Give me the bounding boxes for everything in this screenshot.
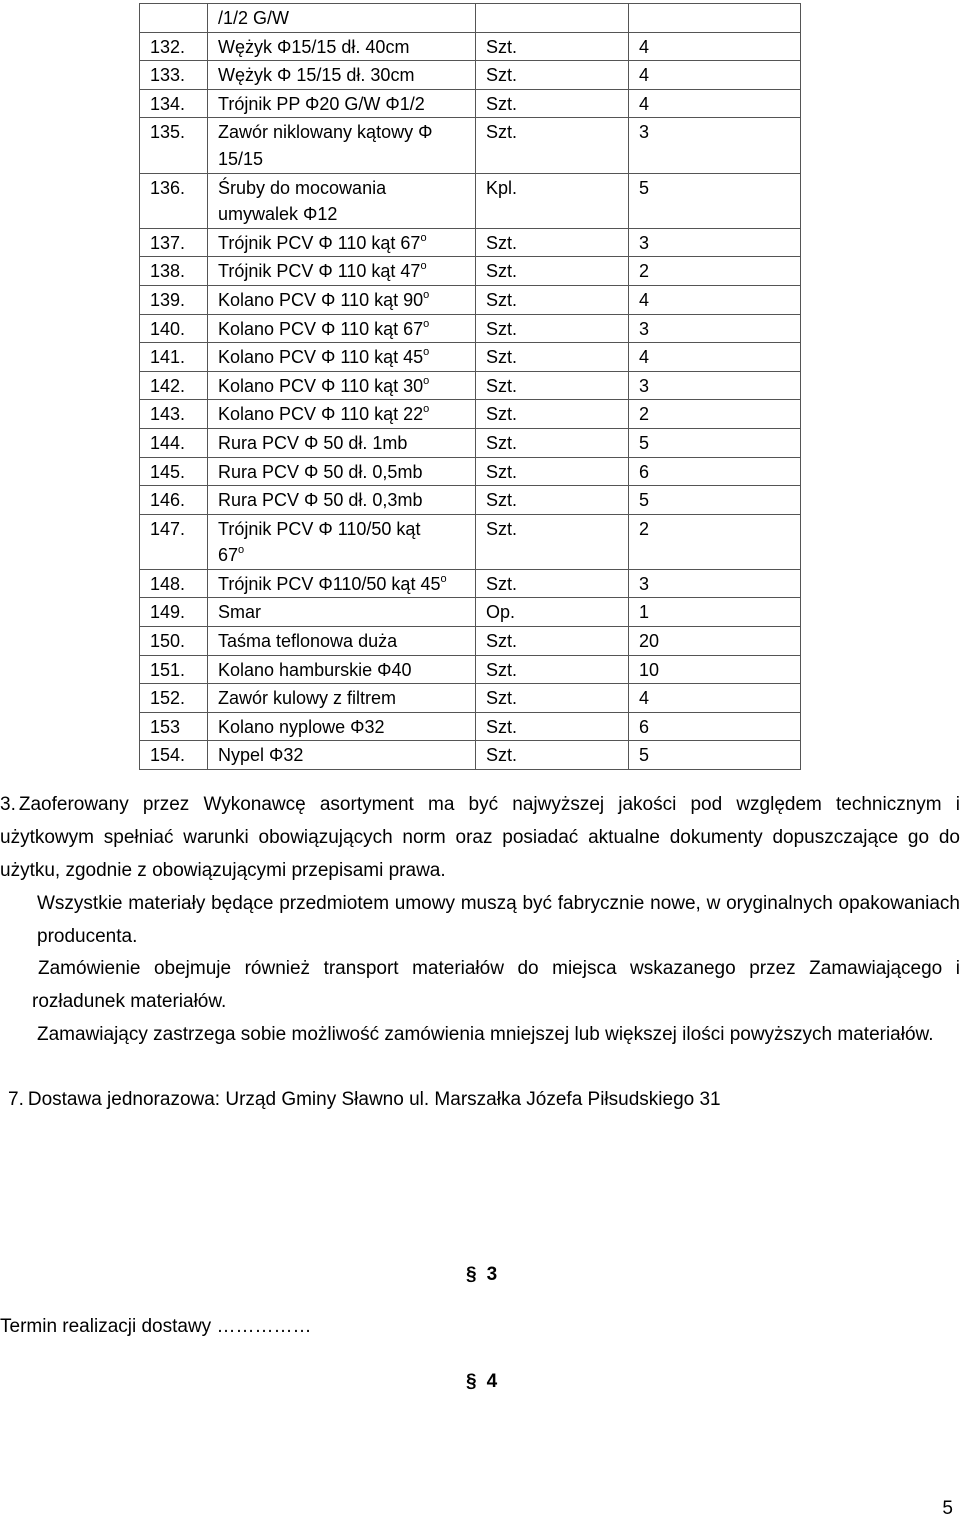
item-unit	[476, 400, 629, 429]
item-quantity	[629, 173, 801, 228]
materials-table	[139, 3, 801, 770]
paragraph-number	[8, 887, 31, 920]
degree-superscript: o	[420, 231, 427, 244]
item-quantity-text: 3	[639, 573, 650, 594]
item-quantity	[629, 89, 801, 118]
option-value: 4	[486, 1371, 498, 1392]
row-number-text: 152.	[150, 688, 186, 709]
item-name	[208, 457, 476, 486]
item-quantity-text: 3	[639, 375, 650, 396]
row-number-text: 143.	[150, 404, 186, 425]
paragraph-number: 3.	[0, 794, 16, 815]
item-unit-text: Szt.	[486, 232, 518, 253]
table-row	[140, 457, 801, 486]
table-row	[140, 486, 801, 515]
item-name-continuation: umywalek Φ12	[218, 204, 338, 225]
item-unit-text: Szt.	[486, 122, 518, 143]
item-unit	[476, 32, 629, 61]
delivery-term-label: Termin realizacji dostawy ……………	[0, 1316, 312, 1337]
item-unit-text: Szt.	[486, 289, 518, 310]
row-number	[140, 486, 208, 515]
paragraph-text: Zamawiający zastrzega sobie możliwość zamówienia mniejszej lub większej ilości powyższych materiałów.	[37, 1024, 934, 1045]
item-name-text: Trójnik PCV Φ 110 kąt 67	[218, 232, 421, 253]
item-unit	[476, 343, 629, 372]
degree-superscript: o	[423, 317, 430, 330]
row-number-text: 148.	[150, 573, 186, 594]
row-number-text: 149.	[150, 602, 186, 623]
item-name-text: Rura PCV Φ 50 dł. 1mb	[218, 432, 408, 453]
item-unit	[476, 173, 629, 228]
paragraph-text: Wszystkie materiały będące przedmiotem umowy muszą być fabrycznie nowe, w oryginalnych opakowaniach producenta.	[37, 893, 960, 947]
paragraph-3	[0, 788, 960, 887]
table-row	[140, 741, 801, 770]
page-number: 5	[942, 1498, 953, 1519]
item-quantity-text: 3	[639, 122, 650, 143]
paragraph-number	[8, 952, 32, 985]
item-name-text: Nypel Φ32	[218, 745, 304, 766]
table-row	[140, 285, 801, 314]
item-unit-text: Kpl.	[486, 177, 518, 198]
item-quantity	[629, 285, 801, 314]
paragraph-text: Zaoferowany przez Wykonawcę asortyment ma być najwyższej jakości pod względem technicznym i użytkowym spełniać warunki obowiązujących norm oraz posiadać aktualne dokumenty dopuszczające go do użytku, zgodnie z obowiązującymi przepisami prawa.	[0, 794, 960, 881]
item-quantity	[629, 61, 801, 90]
item-unit-text: Szt.	[486, 318, 518, 339]
paragraph-4	[8, 887, 960, 953]
item-quantity	[629, 400, 801, 429]
item-name	[208, 514, 476, 569]
item-name-text: Rura PCV Φ 50 dł. 0,3mb	[218, 490, 423, 511]
item-name	[208, 569, 476, 598]
row-number	[140, 627, 208, 656]
degree-superscript: o	[423, 403, 430, 416]
item-unit	[476, 486, 629, 515]
item-unit	[476, 371, 629, 400]
row-number	[140, 32, 208, 61]
paragraph-5	[8, 952, 960, 1018]
row-number-text: 150.	[150, 631, 186, 652]
item-unit	[476, 428, 629, 457]
item-unit-text: Szt.	[486, 261, 518, 282]
item-quantity	[629, 741, 801, 770]
table-row	[140, 118, 801, 173]
item-name-text: Kolano PCV Φ 110 kąt 45	[218, 347, 424, 368]
item-unit	[476, 712, 629, 741]
item-unit	[476, 514, 629, 569]
row-number	[140, 118, 208, 173]
item-name-text: Śruby do mocowania	[218, 177, 387, 198]
item-quantity-text: 6	[639, 461, 650, 482]
item-name-text: Wężyk Φ 15/15 dł. 30cm	[218, 65, 415, 86]
item-quantity-text: 5	[639, 745, 650, 766]
item-quantity-text: 2	[639, 404, 650, 425]
item-quantity	[629, 257, 801, 286]
item-name	[208, 400, 476, 429]
row-number-text: 147.	[150, 518, 186, 539]
item-unit	[476, 89, 629, 118]
item-unit-text: Szt.	[486, 65, 518, 86]
item-quantity	[629, 314, 801, 343]
row-number-text: 133.	[150, 65, 186, 86]
item-unit-text: Szt.	[486, 347, 518, 368]
degree-superscript: o	[420, 260, 427, 273]
item-quantity-text: 10	[639, 659, 660, 680]
row-number-text: 135.	[150, 122, 186, 143]
option-value: 3	[486, 1264, 498, 1285]
row-number	[140, 457, 208, 486]
item-name	[208, 712, 476, 741]
paragraph-number: 7.	[8, 1089, 24, 1110]
item-quantity-text: 4	[639, 36, 650, 57]
item-quantity-text: 1	[639, 602, 650, 623]
row-number-text: 142.	[150, 375, 186, 396]
item-name-text: Trójnik PCV Φ 110/50 kąt	[218, 518, 421, 539]
row-number	[140, 598, 208, 627]
item-quantity-text: 4	[639, 65, 650, 86]
row-number	[140, 428, 208, 457]
item-quantity	[629, 598, 801, 627]
table-row	[140, 61, 801, 90]
row-number-text: 140.	[150, 318, 186, 339]
item-quantity-text: 2	[639, 261, 650, 282]
row-number-text: 134.	[150, 93, 186, 114]
item-quantity	[629, 457, 801, 486]
item-quantity-text: 5	[639, 432, 650, 453]
item-quantity-text: 2	[639, 518, 650, 539]
item-quantity	[629, 569, 801, 598]
item-name	[208, 655, 476, 684]
item-name-text: Kolano PCV Φ 110 kąt 90	[218, 289, 424, 310]
table-row	[140, 598, 801, 627]
item-quantity	[629, 627, 801, 656]
item-quantity-text: 4	[639, 289, 650, 310]
paragraph-6	[8, 1018, 960, 1051]
table-row	[140, 343, 801, 372]
item-name-continuation: 67	[218, 545, 239, 566]
degree-superscript: o	[423, 374, 430, 387]
item-quantity-text: 4	[639, 347, 650, 368]
item-unit-text: Szt.	[486, 461, 518, 482]
item-unit-text: Szt.	[486, 432, 518, 453]
paragraph-7	[8, 1083, 960, 1116]
item-unit-text: Szt.	[486, 659, 518, 680]
item-name	[208, 627, 476, 656]
item-quantity-text: 5	[639, 177, 650, 198]
table-row	[140, 173, 801, 228]
table-row	[140, 4, 801, 33]
degree-superscript: o	[423, 288, 430, 301]
item-name	[208, 4, 476, 33]
materials-table-body	[140, 4, 801, 770]
item-quantity-text: 5	[639, 490, 650, 511]
item-quantity	[629, 32, 801, 61]
item-name	[208, 89, 476, 118]
row-number-text: 151.	[150, 659, 186, 680]
item-unit-text: Szt.	[486, 573, 518, 594]
item-unit	[476, 457, 629, 486]
table-row	[140, 712, 801, 741]
table-row	[140, 32, 801, 61]
item-unit	[476, 4, 629, 33]
table-row	[140, 655, 801, 684]
item-name	[208, 228, 476, 257]
item-name	[208, 684, 476, 713]
item-quantity	[629, 428, 801, 457]
item-unit	[476, 118, 629, 173]
table-row	[140, 228, 801, 257]
row-number-text: 146.	[150, 490, 186, 511]
degree-superscript: o	[440, 572, 447, 585]
row-number	[140, 569, 208, 598]
row-number-text: 138.	[150, 261, 186, 282]
item-unit-text: Szt.	[486, 93, 518, 114]
item-unit	[476, 257, 629, 286]
item-name	[208, 257, 476, 286]
row-number	[140, 89, 208, 118]
table-row	[140, 89, 801, 118]
item-unit	[476, 684, 629, 713]
delivery-term-option-2	[466, 1368, 497, 1396]
item-unit-text: Szt.	[486, 404, 518, 425]
item-quantity	[629, 228, 801, 257]
table-row	[140, 257, 801, 286]
row-number-text: 154.	[150, 745, 186, 766]
row-number	[140, 514, 208, 569]
row-number	[140, 4, 208, 33]
item-unit-text: Szt.	[486, 745, 518, 766]
item-unit-text: Szt.	[486, 490, 518, 511]
item-name-text: Smar	[218, 602, 262, 623]
item-name-text: Kolano PCV Φ 110 kąt 22	[218, 404, 424, 425]
item-unit	[476, 228, 629, 257]
row-number	[140, 314, 208, 343]
item-unit-text: Op.	[486, 602, 516, 623]
row-number	[140, 257, 208, 286]
item-name-text: Zawór kulowy z filtrem	[218, 688, 397, 709]
row-number-text: 153	[150, 716, 181, 737]
table-row	[140, 428, 801, 457]
row-number	[140, 400, 208, 429]
paragraph-sign-icon: §	[466, 1264, 477, 1285]
degree-superscript: o	[423, 346, 430, 359]
item-name	[208, 314, 476, 343]
item-unit-text: Szt.	[486, 518, 518, 539]
item-quantity	[629, 4, 801, 33]
item-name	[208, 486, 476, 515]
item-unit	[476, 61, 629, 90]
item-name	[208, 32, 476, 61]
item-unit	[476, 655, 629, 684]
paragraph-sign-icon: §	[466, 1371, 477, 1392]
item-unit-text: Szt.	[486, 716, 518, 737]
item-quantity-text: 6	[639, 716, 650, 737]
item-quantity	[629, 371, 801, 400]
item-quantity-text: 4	[639, 688, 650, 709]
item-name-text: Kolano PCV Φ 110 kąt 30	[218, 375, 424, 396]
row-number-text: 145.	[150, 461, 186, 482]
table-row	[140, 684, 801, 713]
row-number	[140, 228, 208, 257]
item-quantity-text: 20	[639, 631, 660, 652]
row-number-text: 132.	[150, 36, 186, 57]
item-unit-text: Szt.	[486, 688, 518, 709]
item-name-text: Trójnik PCV Φ 110 kąt 47	[218, 261, 421, 282]
row-number	[140, 343, 208, 372]
paragraph-text: Zamówienie obejmuje również transport materiałów do miejsca wskazanego przez Zamawiającego i rozładunek materiałów.	[32, 958, 960, 1012]
row-number	[140, 684, 208, 713]
row-number-text: 141.	[150, 347, 186, 368]
row-number-text: 144.	[150, 432, 186, 453]
row-number	[140, 371, 208, 400]
item-quantity-text: 3	[639, 318, 650, 339]
item-unit-text: Szt.	[486, 631, 518, 652]
item-unit-text: Szt.	[486, 36, 518, 57]
item-name	[208, 598, 476, 627]
item-quantity	[629, 514, 801, 569]
item-name-text: Zawór niklowany kątowy Φ	[218, 122, 433, 143]
table-row	[140, 627, 801, 656]
item-quantity	[629, 712, 801, 741]
item-name-continuation: 15/15	[218, 148, 264, 169]
table-row	[140, 569, 801, 598]
item-name	[208, 285, 476, 314]
item-name	[208, 61, 476, 90]
table-row	[140, 371, 801, 400]
item-unit	[476, 627, 629, 656]
row-number	[140, 741, 208, 770]
table-row	[140, 400, 801, 429]
item-name-text: Kolano nyplowe Φ32	[218, 716, 385, 737]
item-name-text: Wężyk Φ15/15 dł. 40cm	[218, 36, 410, 57]
item-name-text: /1/2 G/W	[218, 8, 290, 28]
item-unit	[476, 314, 629, 343]
item-unit	[476, 569, 629, 598]
item-name	[208, 428, 476, 457]
row-number-text: 136.	[150, 177, 186, 198]
row-number-text: 137.	[150, 232, 186, 253]
item-quantity-text: 4	[639, 93, 650, 114]
item-name-text: Kolano PCV Φ 110 kąt 67	[218, 318, 424, 339]
item-quantity	[629, 486, 801, 515]
item-name	[208, 343, 476, 372]
item-quantity	[629, 118, 801, 173]
paragraph-text: Dostawa jednorazowa: Urząd Gminy Sławno ul. Marszałka Józefa Piłsudskiego 31	[27, 1089, 721, 1110]
item-name	[208, 173, 476, 228]
row-number	[140, 61, 208, 90]
item-name	[208, 371, 476, 400]
item-name	[208, 118, 476, 173]
item-name-text: Trójnik PP Φ20 G/W Φ1/2	[218, 93, 425, 114]
row-number	[140, 655, 208, 684]
row-number	[140, 712, 208, 741]
item-name-text: Rura PCV Φ 50 dł. 0,5mb	[218, 461, 423, 482]
row-number	[140, 285, 208, 314]
row-number	[140, 173, 208, 228]
item-unit	[476, 741, 629, 770]
delivery-term-option-1	[466, 1261, 497, 1289]
item-name	[208, 741, 476, 770]
item-name-text: Taśma teflonowa duża	[218, 631, 398, 652]
item-name-text: Trójnik PCV Φ110/50 kąt 45	[218, 573, 441, 594]
item-unit-text: Szt.	[486, 375, 518, 396]
item-unit	[476, 598, 629, 627]
item-unit	[476, 285, 629, 314]
paragraph-number	[8, 1018, 31, 1051]
item-quantity	[629, 343, 801, 372]
item-quantity	[629, 655, 801, 684]
table-row	[140, 514, 801, 569]
row-number-text: 139.	[150, 289, 186, 310]
item-quantity-text: 3	[639, 232, 650, 253]
degree-superscript: o	[238, 544, 245, 557]
item-name-text: Kolano hamburskie Φ40	[218, 659, 412, 680]
item-quantity	[629, 684, 801, 713]
table-row	[140, 314, 801, 343]
